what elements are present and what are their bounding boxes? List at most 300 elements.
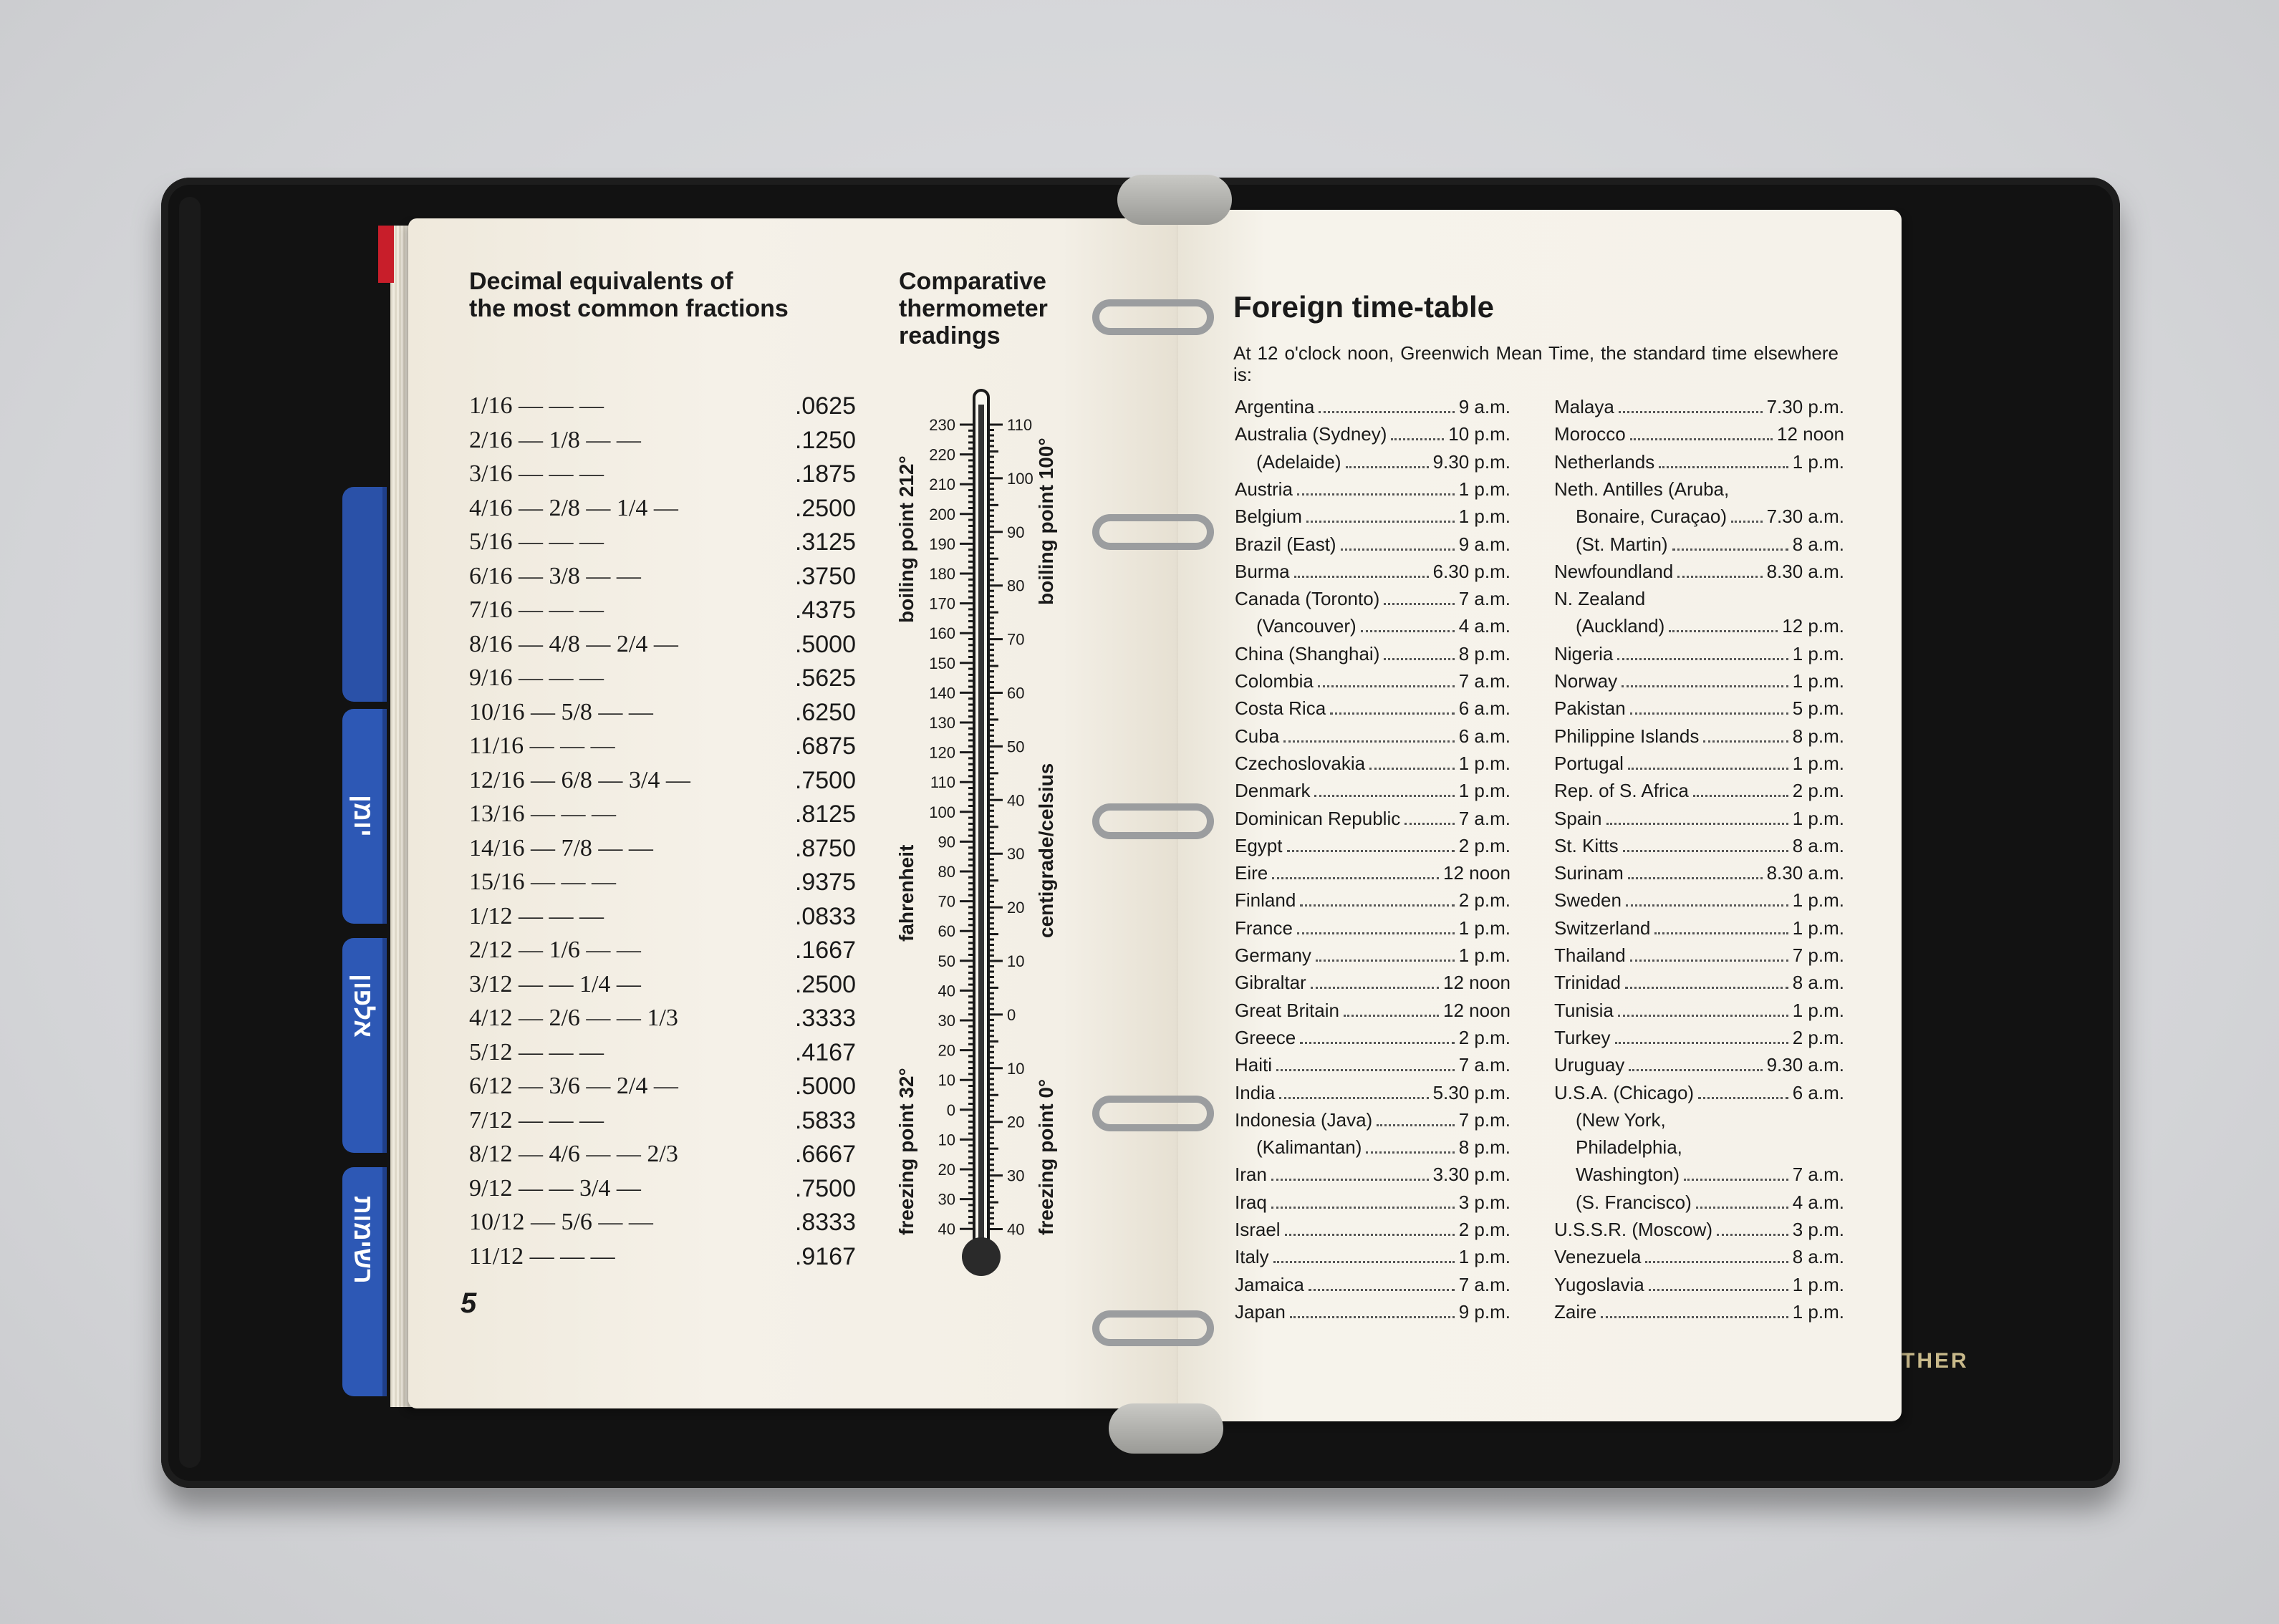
- boiling-point-f-label: boiling point 212°: [895, 455, 917, 623]
- fahrenheit-tick-label: 160: [929, 624, 955, 643]
- local-time: 1 p.m.: [1792, 752, 1844, 774]
- leader-dots: [1309, 1275, 1455, 1291]
- decimal-value: .0833: [794, 902, 856, 930]
- time-table-row: [1235, 451, 1510, 477]
- place-name: Malaya: [1554, 396, 1614, 417]
- time-table-row: [1235, 1219, 1510, 1244]
- time-table-row: [1235, 1000, 1510, 1025]
- local-time: 9.30 a.m.: [1766, 1054, 1844, 1076]
- local-time: 12 noon: [1777, 423, 1844, 445]
- time-table-row: [1235, 396, 1510, 422]
- time-table-row: [1554, 972, 1844, 997]
- time-table-row: [1554, 889, 1844, 915]
- leader-dots: [1629, 1055, 1762, 1071]
- local-time: 7 a.m.: [1458, 1054, 1510, 1076]
- local-time: 12 noon: [1443, 862, 1510, 884]
- celsius-tick-label: 20: [1007, 899, 1025, 917]
- place-name: Gibraltar: [1235, 972, 1306, 994]
- celsius-tick-label: 30: [1007, 845, 1025, 864]
- time-table-row: [1554, 1054, 1844, 1080]
- fraction-text: 4/16 — 2/8 — 1/4 —: [469, 494, 678, 521]
- fahrenheit-tick-label: 190: [929, 535, 955, 554]
- time-table-row: [1554, 615, 1844, 641]
- celsius-tick-label: 20: [1007, 1113, 1025, 1131]
- local-time: 9.30 p.m.: [1432, 450, 1510, 473]
- leader-dots: [1601, 1302, 1788, 1318]
- fraction-text: 8/16 — 4/8 — 2/4 —: [469, 630, 678, 657]
- time-table-heading: Foreign time-table: [1233, 290, 1495, 324]
- celsius-tick-label: 60: [1007, 684, 1025, 702]
- leader-dots: [1341, 534, 1455, 551]
- fraction-text: 12/16 — 6/8 — 3/4 —: [469, 766, 690, 793]
- place-name: (New York,: [1576, 1108, 1666, 1131]
- leader-dots: [1369, 753, 1455, 770]
- time-table-row: [1235, 972, 1510, 997]
- decimal-value: .8125: [794, 801, 856, 828]
- local-time: 1 p.m.: [1792, 889, 1844, 912]
- leader-dots: [1297, 479, 1455, 496]
- fahrenheit-tick-label: 60: [938, 922, 955, 941]
- place-name: Neth. Antilles (Aruba,: [1554, 478, 1730, 500]
- time-table-row: [1235, 1054, 1510, 1080]
- fahrenheit-tick-label: 50: [938, 952, 955, 970]
- time-table-row: [1554, 725, 1844, 751]
- leader-dots: [1645, 1247, 1788, 1263]
- place-name: France: [1235, 917, 1293, 939]
- local-time: 3 p.m.: [1458, 1191, 1510, 1213]
- fahrenheit-tick-label: 20: [938, 1041, 955, 1060]
- place-name: Zaire: [1554, 1300, 1597, 1323]
- time-table-row: [1235, 561, 1510, 586]
- time-table-row: [1554, 396, 1844, 422]
- place-name: Yugoslavia: [1554, 1273, 1644, 1295]
- fahrenheit-tick-label: 210: [929, 475, 955, 494]
- leader-dots: [1318, 671, 1455, 687]
- leader-dots: [1731, 506, 1763, 523]
- fraction-text: 5/16 — — —: [469, 528, 604, 555]
- local-time: 3 p.m.: [1792, 1219, 1844, 1240]
- decimal-value: .1875: [794, 460, 856, 488]
- place-name: (Vancouver): [1256, 615, 1357, 637]
- place-name: Portugal: [1554, 752, 1624, 774]
- place-name: (Adelaide): [1256, 450, 1341, 473]
- celsius-tick-label: 100: [1007, 469, 1034, 488]
- place-name: Spain: [1554, 807, 1602, 829]
- place-name: Philippine Islands: [1554, 725, 1700, 747]
- time-table-row: [1235, 808, 1510, 833]
- leader-dots: [1294, 561, 1429, 578]
- celsius-tick-label: 40: [1007, 1220, 1025, 1239]
- local-time: 7 a.m.: [1458, 670, 1510, 692]
- place-name: (S. Francisco): [1576, 1191, 1692, 1213]
- place-name: Italy: [1235, 1246, 1269, 1268]
- local-time: 1 p.m.: [1458, 478, 1510, 500]
- local-time: 6 a.m.: [1792, 1081, 1844, 1103]
- place-name: Greece: [1235, 1026, 1296, 1048]
- time-table-row: [1554, 1136, 1844, 1162]
- time-table-row: [1235, 533, 1510, 559]
- fraction-text: 1/12 — — —: [469, 902, 604, 929]
- leader-dots: [1696, 1192, 1788, 1209]
- place-name: U.S.A. (Chicago): [1554, 1081, 1695, 1103]
- fraction-text: 9/16 — — —: [469, 664, 604, 691]
- local-time: 8.30 a.m.: [1766, 560, 1844, 582]
- place-name: Pakistan: [1554, 697, 1626, 720]
- local-time: 1 p.m.: [1458, 780, 1510, 802]
- time-table-row: [1235, 1246, 1510, 1272]
- time-table-row: [1554, 808, 1844, 833]
- time-table-row: [1235, 423, 1510, 449]
- time-table-row: [1554, 917, 1844, 943]
- fahrenheit-tick-label: 140: [929, 684, 955, 702]
- fraction-text: 10/16 — 5/8 — —: [469, 698, 653, 725]
- place-name: Czechoslovakia: [1235, 752, 1366, 774]
- place-name: Great Britain: [1235, 999, 1339, 1021]
- fraction-text: 1/16 — — —: [469, 392, 604, 419]
- fraction-text: 10/12 — 5/6 — —: [469, 1209, 653, 1235]
- local-time: 9 a.m.: [1458, 533, 1510, 555]
- decimal-value: .5833: [794, 1106, 856, 1134]
- decimal-value: .7500: [794, 1174, 856, 1202]
- place-name: Japan: [1235, 1300, 1286, 1323]
- time-table-row: [1235, 1082, 1510, 1108]
- time-table-row: [1235, 615, 1510, 641]
- leader-dots: [1677, 561, 1762, 578]
- local-time: 7.30 a.m.: [1766, 506, 1844, 528]
- place-name: Morocco: [1554, 423, 1626, 445]
- time-table-row: [1554, 423, 1844, 449]
- decimal-value: .3125: [794, 528, 856, 556]
- place-name: Finland: [1235, 889, 1296, 912]
- fahrenheit-tick-label: 40: [938, 982, 955, 1000]
- decimal-value: .7500: [794, 766, 856, 794]
- place-name: Indonesia (Java): [1235, 1108, 1373, 1131]
- local-time: 7 p.m.: [1792, 944, 1844, 966]
- local-time: 2 p.m.: [1792, 780, 1844, 802]
- fahrenheit-tick-label: 100: [929, 803, 955, 821]
- leader-dots: [1306, 506, 1455, 523]
- local-time: 5.30 p.m.: [1432, 1081, 1510, 1103]
- local-time: 5 p.m.: [1792, 697, 1844, 720]
- celsius-label: centigrade/celsius: [1035, 763, 1057, 938]
- celsius-tick-label: 0: [1007, 1005, 1016, 1024]
- fraction-text: 2/12 — 1/6 — —: [469, 937, 641, 963]
- fahrenheit-tick-label: 10: [938, 1131, 955, 1149]
- time-table-row: [1554, 506, 1844, 531]
- time-table-row: [1235, 1136, 1510, 1162]
- decimal-value: .0625: [794, 392, 856, 420]
- fraction-text: 3/12 — — 1/4 —: [469, 970, 641, 997]
- time-table-row: [1554, 944, 1844, 970]
- leader-dots: [1606, 808, 1788, 825]
- local-time: 1 p.m.: [1458, 944, 1510, 966]
- place-name: Washington): [1576, 1164, 1680, 1186]
- time-table-row: [1235, 1274, 1510, 1300]
- celsius-tick-label: 10: [1007, 952, 1025, 970]
- local-time: 9 a.m.: [1458, 396, 1510, 417]
- leader-dots: [1344, 1000, 1439, 1017]
- leader-dots: [1316, 945, 1455, 962]
- celsius-tick-label: 10: [1007, 1059, 1025, 1078]
- local-time: 1 p.m.: [1458, 506, 1510, 528]
- time-table-row: [1554, 1192, 1844, 1217]
- leader-dots: [1330, 698, 1455, 715]
- place-name: Iran: [1235, 1164, 1267, 1186]
- fahrenheit-tick-label: 30: [938, 1012, 955, 1030]
- celsius-tick-label: 30: [1007, 1166, 1025, 1185]
- celsius-tick-label: 70: [1007, 630, 1025, 649]
- place-name: Cuba: [1235, 725, 1280, 747]
- fraction-text: 3/16 — — —: [469, 460, 604, 487]
- leader-dots: [1287, 836, 1455, 852]
- fahrenheit-tick-label: 230: [929, 416, 955, 434]
- thermometer-column: [978, 405, 984, 1250]
- fahrenheit-tick-label: 0: [946, 1101, 955, 1119]
- tab-notes[interactable]: רשימות: [342, 1167, 387, 1396]
- celsius-tick-label: 110: [1007, 416, 1033, 434]
- time-table-row: [1235, 780, 1510, 806]
- decimal-value: .9375: [794, 869, 856, 896]
- leader-dots: [1628, 753, 1788, 770]
- fraction-text: 5/12 — — —: [469, 1038, 604, 1065]
- fahrenheit-tick-label: 20: [938, 1161, 955, 1179]
- fahrenheit-tick-label: 150: [929, 654, 955, 672]
- local-time: 1 p.m.: [1792, 999, 1844, 1021]
- leader-dots: [1619, 397, 1763, 413]
- local-time: 7 a.m.: [1458, 807, 1510, 829]
- leader-dots: [1276, 1055, 1455, 1071]
- page-number: 5: [461, 1287, 477, 1319]
- fahrenheit-tick-label: 180: [929, 565, 955, 583]
- leader-dots: [1271, 1192, 1455, 1209]
- local-time: 1 p.m.: [1792, 807, 1844, 829]
- decimal-value: .6875: [794, 733, 856, 760]
- place-name: Trinidad: [1554, 972, 1621, 994]
- time-table-row: [1235, 725, 1510, 751]
- fahrenheit-tick-label: 40: [938, 1220, 955, 1239]
- fahrenheit-tick-label: 10: [938, 1071, 955, 1090]
- place-name: U.S.S.R. (Moscow): [1554, 1219, 1713, 1240]
- leader-dots: [1314, 780, 1454, 797]
- leader-dots: [1361, 616, 1455, 632]
- place-name: Burma: [1235, 560, 1290, 582]
- fahrenheit-tick-label: 120: [929, 743, 955, 762]
- time-table-row: [1554, 588, 1844, 614]
- leader-dots: [1300, 890, 1454, 907]
- decimal-value: .9167: [794, 1242, 856, 1270]
- leader-dots: [1346, 452, 1429, 468]
- place-name: Israel: [1235, 1219, 1281, 1240]
- fraction-text: 11/12 — — —: [469, 1242, 615, 1270]
- local-time: 2 p.m.: [1458, 1219, 1510, 1240]
- decimal-value: .3750: [794, 562, 856, 590]
- place-name: Thailand: [1554, 944, 1626, 966]
- fahrenheit-tick-label: 130: [929, 714, 955, 732]
- local-time: 7 a.m.: [1458, 588, 1510, 610]
- leader-dots: [1703, 726, 1788, 743]
- celsius-tick-label: 50: [1007, 738, 1025, 756]
- leader-dots: [1391, 424, 1444, 440]
- thermometer-heading: Comparative thermometer readings: [899, 268, 1048, 349]
- place-name: Costa Rica: [1235, 697, 1326, 720]
- local-time: 1 p.m.: [1792, 1300, 1844, 1323]
- time-table-row: [1554, 643, 1844, 669]
- local-time: 1 p.m.: [1792, 450, 1844, 473]
- leader-dots: [1279, 1083, 1428, 1099]
- time-table-row: [1235, 670, 1510, 696]
- leader-dots: [1623, 836, 1788, 852]
- decimal-value: .1667: [794, 937, 856, 964]
- place-name: Uruguay: [1554, 1054, 1625, 1076]
- leader-dots: [1300, 1028, 1454, 1044]
- place-name: Tunisia: [1554, 999, 1614, 1021]
- decimal-value: .1250: [794, 426, 856, 454]
- time-table-row: [1235, 1027, 1510, 1053]
- leader-dots: [1630, 945, 1788, 962]
- leader-dots: [1659, 452, 1788, 468]
- time-table-row: [1554, 670, 1844, 696]
- leader-dots: [1297, 918, 1455, 934]
- place-name: Colombia: [1235, 670, 1314, 692]
- leader-dots: [1625, 972, 1788, 989]
- local-time: 12 p.m.: [1782, 615, 1844, 637]
- local-time: 2 p.m.: [1792, 1026, 1844, 1048]
- local-time: 6 a.m.: [1458, 697, 1510, 720]
- fraction-text: 7/12 — — —: [469, 1106, 604, 1134]
- local-time: 6 a.m.: [1458, 725, 1510, 747]
- time-table-row: [1235, 643, 1510, 669]
- time-table-row: [1554, 1082, 1844, 1108]
- time-table-row: [1554, 1164, 1844, 1189]
- place-name: Dominican Republic: [1235, 807, 1401, 829]
- fraction-text: 6/12 — 3/6 — 2/4 —: [469, 1073, 678, 1099]
- leader-dots: [1366, 1137, 1454, 1154]
- time-table-row: [1554, 1246, 1844, 1272]
- local-time: 7 p.m.: [1458, 1108, 1510, 1131]
- leader-dots: [1669, 616, 1778, 632]
- place-name: Denmark: [1235, 780, 1311, 802]
- local-time: 8 a.m.: [1792, 834, 1844, 856]
- place-name: Newfoundland: [1554, 560, 1674, 582]
- decimal-value: .5000: [794, 630, 856, 658]
- leader-dots: [1283, 726, 1455, 743]
- place-name: Egypt: [1235, 834, 1283, 856]
- celsius-tick-label: 80: [1007, 576, 1025, 595]
- local-time: 8 p.m.: [1458, 642, 1510, 664]
- fahrenheit-tick-label: 30: [938, 1190, 955, 1209]
- local-time: 1 p.m.: [1792, 917, 1844, 939]
- fraction-text: 13/16 — — —: [469, 801, 616, 827]
- tab-address-book[interactable]: אלפון: [342, 938, 387, 1153]
- local-time: 1 p.m.: [1458, 1246, 1510, 1268]
- leader-dots: [1618, 1000, 1788, 1017]
- local-time: 6.30 p.m.: [1432, 560, 1510, 582]
- place-name: N. Zealand: [1554, 588, 1646, 610]
- tab-diary[interactable]: יומן: [342, 709, 387, 924]
- fahrenheit-tick-label: 80: [938, 863, 955, 881]
- place-name: Bonaire, Curaçao): [1576, 506, 1727, 528]
- place-name: Belgium: [1235, 506, 1302, 528]
- local-time: 7 a.m.: [1792, 1164, 1844, 1186]
- place-name: Australia (Sydney): [1235, 423, 1387, 445]
- leader-dots: [1628, 863, 1763, 879]
- leader-dots: [1630, 698, 1788, 715]
- leader-dots: [1693, 780, 1788, 797]
- fahrenheit-label: fahrenheit: [895, 844, 917, 942]
- place-name: Brazil (East): [1235, 533, 1336, 555]
- time-table-row: [1235, 697, 1510, 723]
- boiling-point-c-label: boiling point 100°: [1035, 438, 1057, 605]
- fraction-text: 4/12 — 2/6 — — 1/3: [469, 1005, 678, 1031]
- leader-dots: [1649, 1275, 1788, 1291]
- local-time: 1 p.m.: [1792, 670, 1844, 692]
- fahrenheit-tick-label: 90: [938, 833, 955, 851]
- local-time: 8 a.m.: [1792, 1246, 1844, 1268]
- leader-dots: [1311, 972, 1439, 989]
- place-name: Surinam: [1554, 862, 1624, 884]
- decimal-value: .5625: [794, 664, 856, 692]
- leader-dots: [1290, 1302, 1455, 1318]
- local-time: 8 p.m.: [1792, 725, 1844, 747]
- place-name: St. Kitts: [1554, 834, 1619, 856]
- local-time: 12 noon: [1443, 972, 1510, 994]
- time-table-row: [1235, 1109, 1510, 1135]
- fraction-text: 9/12 — — 3/4 —: [469, 1174, 641, 1202]
- decimal-value: .5000: [794, 1073, 856, 1100]
- fahrenheit-tick-label: 200: [929, 505, 955, 523]
- leader-dots: [1285, 1219, 1455, 1236]
- leader-dots: [1384, 644, 1454, 660]
- leader-dots: [1654, 918, 1788, 934]
- fahrenheit-tick-label: 220: [929, 445, 955, 464]
- time-table-row: [1554, 478, 1844, 504]
- place-name: Iraq: [1235, 1191, 1267, 1213]
- leader-dots: [1717, 1219, 1788, 1236]
- time-table-intro: At 12 o'clock noon, Greenwich Mean Time, the standard time elsewhere is:: [1233, 342, 1839, 385]
- leader-dots: [1271, 1164, 1429, 1181]
- place-name: Sweden: [1554, 889, 1622, 912]
- time-table-row: [1554, 451, 1844, 477]
- fraction-text: 7/16 — — —: [469, 596, 604, 623]
- time-table-row: [1235, 1164, 1510, 1189]
- time-table-row: [1554, 533, 1844, 559]
- time-table-row: [1554, 697, 1844, 723]
- fraction-text: 15/16 — — —: [469, 869, 616, 895]
- time-table-row: [1554, 780, 1844, 806]
- thermometer-bulb: [962, 1237, 1001, 1276]
- local-time: 1 p.m.: [1792, 642, 1844, 664]
- place-name: Germany: [1235, 944, 1311, 966]
- local-time: 1 p.m.: [1458, 917, 1510, 939]
- time-table-row: [1235, 1192, 1510, 1217]
- local-time: 4 a.m.: [1792, 1191, 1844, 1213]
- cover-brand-stamp: THER: [1902, 1349, 1969, 1373]
- local-time: 8 p.m.: [1458, 1136, 1510, 1159]
- local-time: 8.30 a.m.: [1766, 862, 1844, 884]
- leader-dots: [1319, 397, 1454, 413]
- leader-dots: [1698, 1083, 1788, 1099]
- time-table-row: [1235, 889, 1510, 915]
- leader-dots: [1273, 1247, 1455, 1263]
- local-time: 9 p.m.: [1458, 1300, 1510, 1323]
- leader-dots: [1684, 1164, 1788, 1181]
- place-name: Venezuela: [1554, 1246, 1642, 1268]
- local-time: 8 a.m.: [1792, 533, 1844, 555]
- decimal-value: .4375: [794, 596, 856, 624]
- time-table-row: [1554, 862, 1844, 888]
- leader-dots: [1630, 424, 1773, 440]
- fraction-text: 2/16 — 1/8 — —: [469, 426, 641, 453]
